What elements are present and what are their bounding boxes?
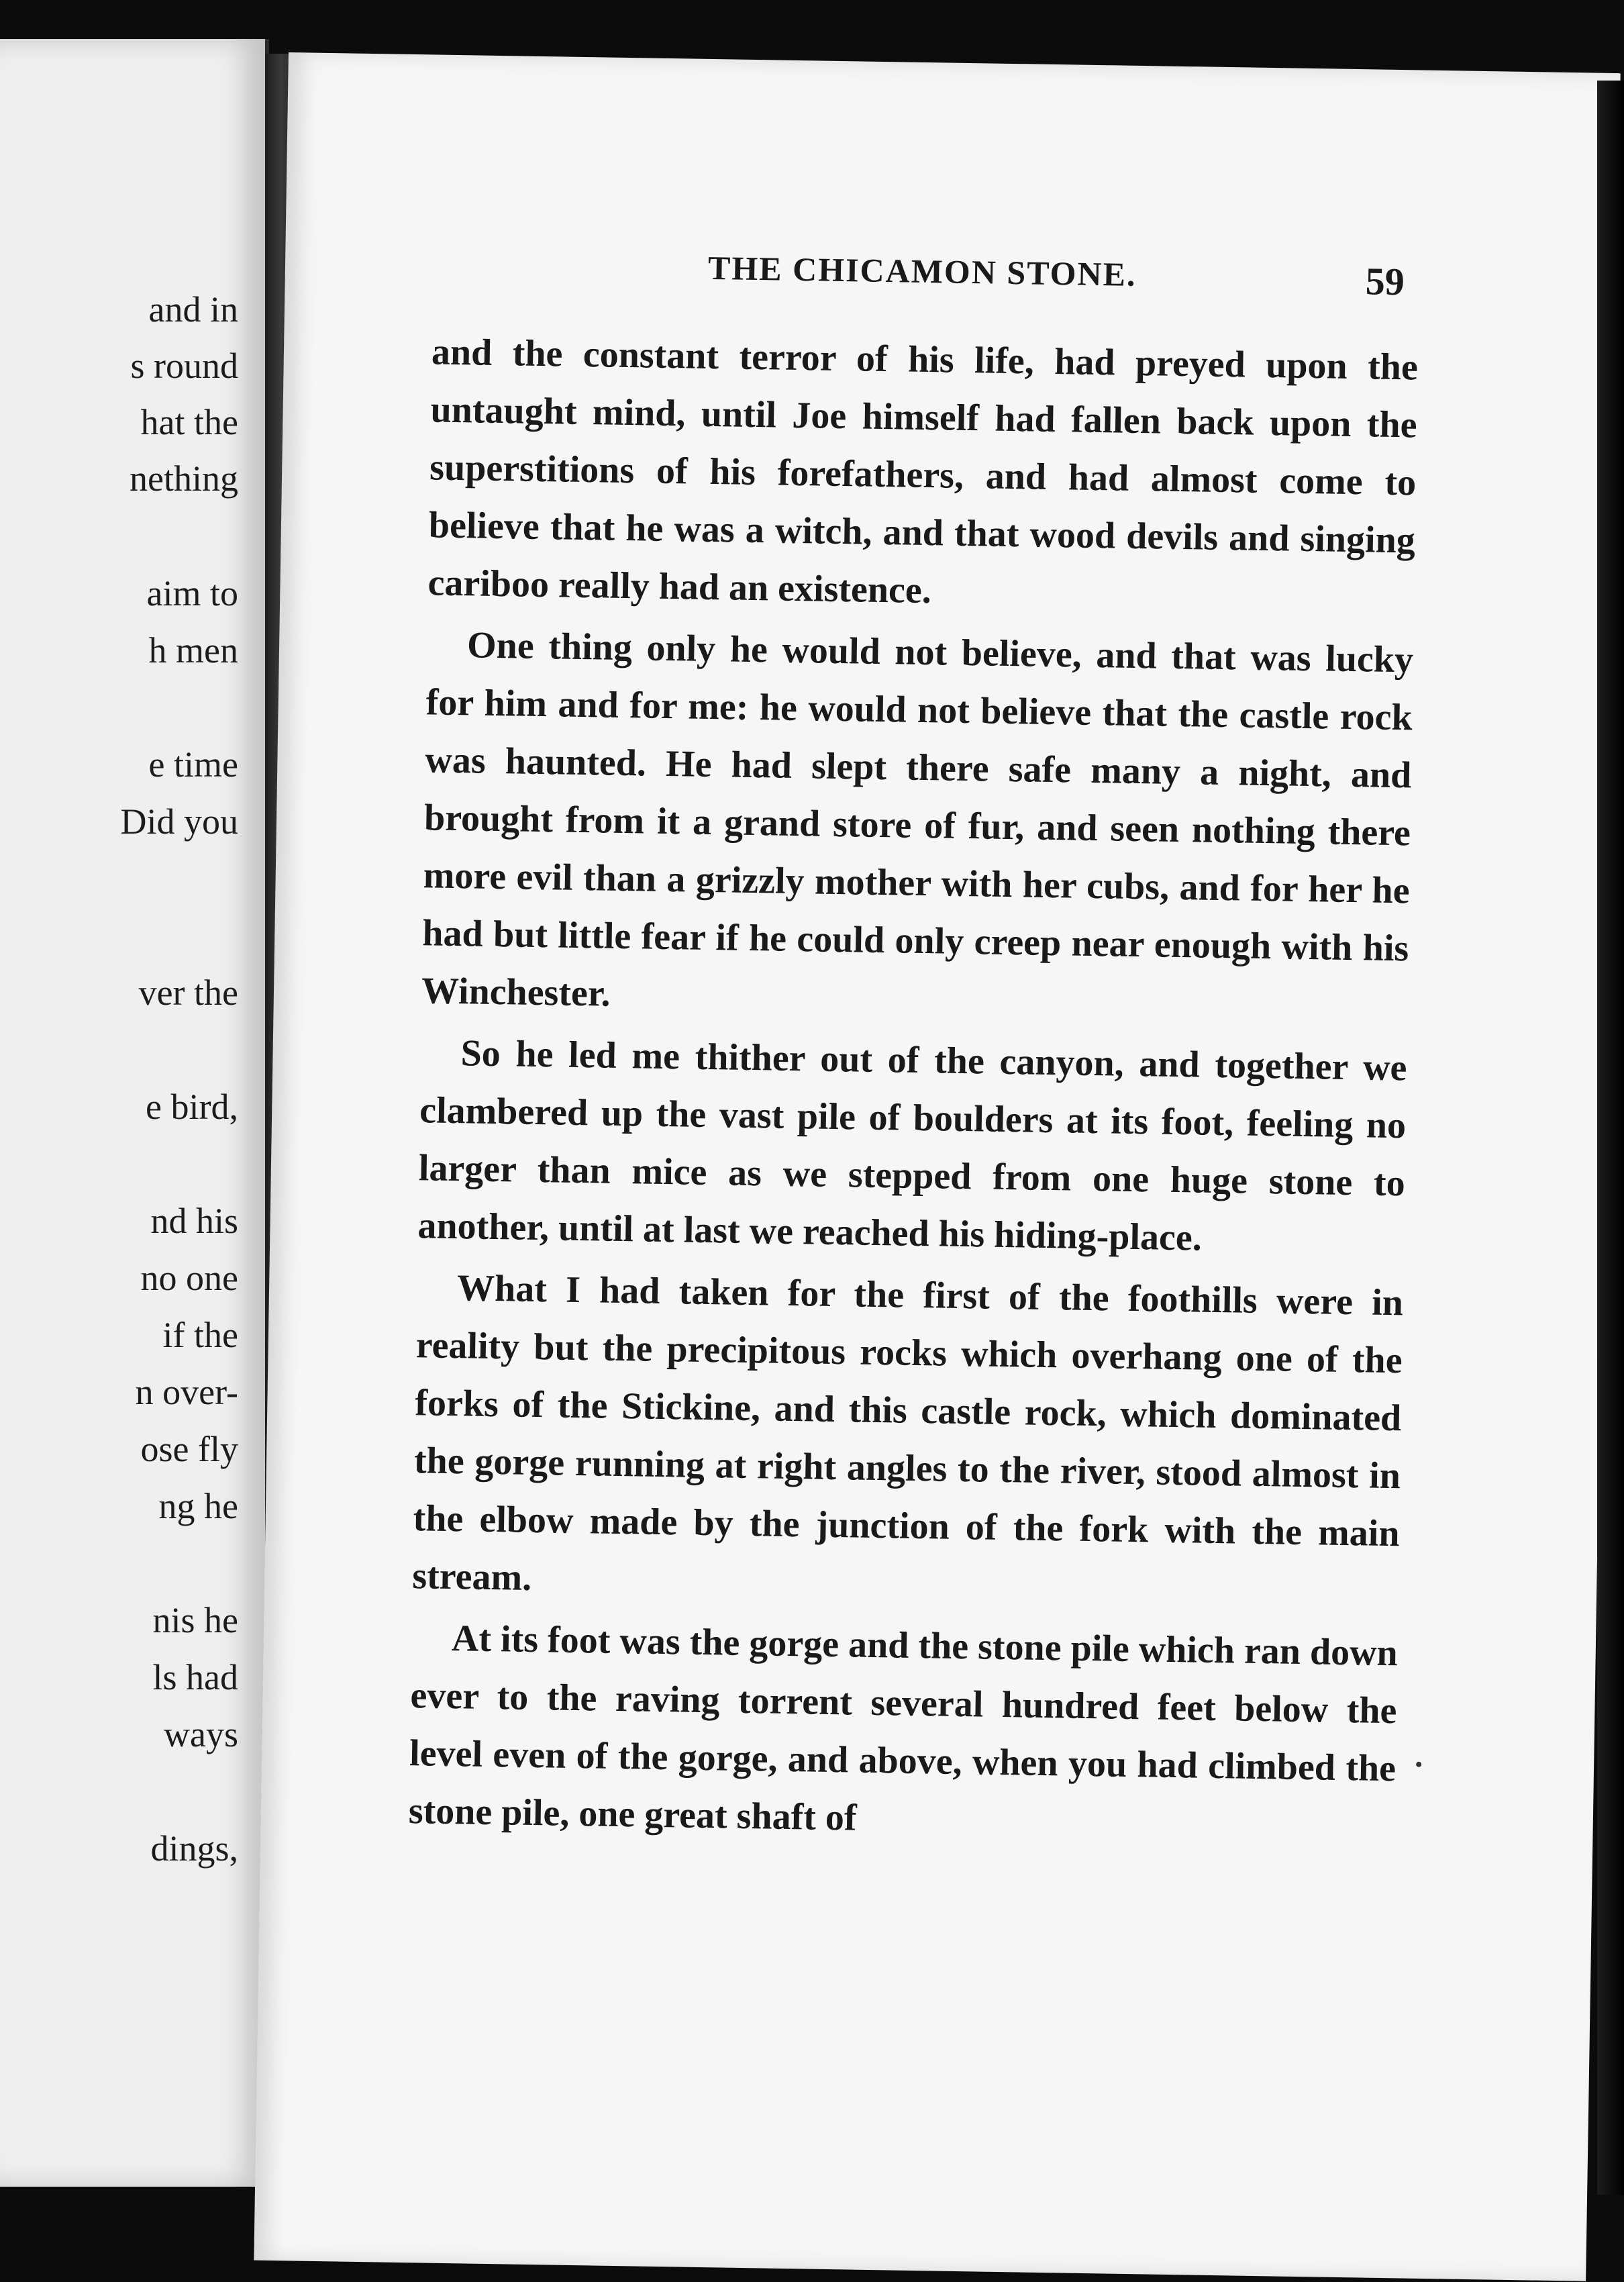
left-page-line: no one xyxy=(140,1258,238,1298)
right-page xyxy=(254,52,1620,2281)
body-text xyxy=(408,323,1418,1859)
left-page-line: s round xyxy=(130,346,238,386)
left-page-line: ways xyxy=(164,1714,238,1754)
running-head: THE CHICAMON STONE. xyxy=(707,248,1137,293)
left-page-line: ng he xyxy=(158,1486,238,1526)
left-page xyxy=(0,39,269,2187)
paragraph: So he led me thither out of the canyon, and together we clambered up the vast pile of boulders at its foot, feeling no larger than mice as we stepped from one huge stone to another, until at last we reached his hiding-place. xyxy=(417,1032,1407,1259)
left-page-line: e time xyxy=(148,744,238,785)
page-number: 59 xyxy=(1365,259,1405,304)
left-page-line: nis he xyxy=(152,1600,238,1640)
left-page-line: and in xyxy=(148,289,238,330)
paragraph: One thing only he would not believe, and that was lucky for him and for me: he would not believe that the castle rock was haunted. He had slept there safe many a night, and brought from it a grand store of fur, and seen nothing there more evil than a grizzly mother with her cubs, and for her he had but little fear if he could only creep near enough with his Winchester. xyxy=(421,624,1414,1015)
left-page-line: aim to xyxy=(146,573,238,613)
paragraph: and the constant terror of his life, had preyed upon the untaught mind, until Joe himself had fallen back upon the superstitions of his forefathers, and had almost come to believe that he was a witch, and that wood devils and singing cariboo really had an existence. xyxy=(427,331,1419,612)
paragraph: What I had taken for the first of the foothills were in reality but the precipitous rocks which overhang one of the forks of the Stickine, and this castle rock, which dominated the gorge running at right angles to the river, stood almost in the elbow made by the junction of the fork with the main stream. xyxy=(411,1267,1404,1599)
left-page-line: h men xyxy=(148,630,238,671)
left-page-line: e bird, xyxy=(146,1087,238,1127)
left-page-line: Did you xyxy=(120,801,238,842)
left-page-line: nd his xyxy=(150,1201,238,1241)
left-page-line: ver the xyxy=(138,973,238,1013)
left-page-line: hat the xyxy=(140,402,238,442)
left-page-line: dings, xyxy=(150,1828,238,1869)
left-page-line: ose fly xyxy=(140,1429,238,1469)
print-speck xyxy=(1416,1762,1421,1767)
left-page-line: ls had xyxy=(152,1657,238,1697)
left-page-line: n over- xyxy=(135,1372,238,1412)
scan-edge xyxy=(1597,81,1624,2195)
left-page-line: nething xyxy=(130,458,238,499)
paragraph: At its foot was the gorge and the stone pile which ran down ever to the raving torrent several hundred feet below the level even of the gorge, and above, when you had climbed the stone pile, one great shaft of xyxy=(408,1618,1399,1839)
left-page-line: if the xyxy=(162,1315,238,1355)
